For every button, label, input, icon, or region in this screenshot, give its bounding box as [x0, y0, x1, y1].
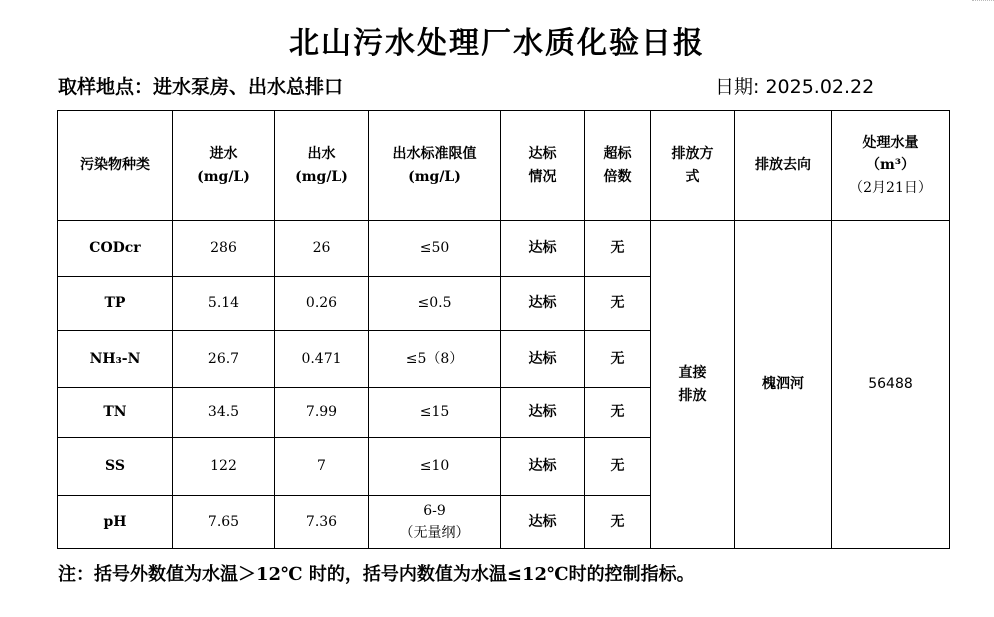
- compliance-status: 达标: [501, 496, 585, 549]
- treated-volume: 56488: [832, 221, 950, 549]
- report-title: 北山污水处理厂水质化验日报: [289, 26, 705, 61]
- header-method: [651, 111, 735, 221]
- standard-limit: ≤0.5: [369, 277, 501, 331]
- standard-limit: ≤10: [369, 438, 501, 496]
- water-quality-table: [57, 110, 950, 549]
- header-method-line1: 排放方: [671, 146, 714, 163]
- header-influent: [173, 111, 275, 221]
- effluent-value: 7.36: [275, 496, 369, 549]
- compliance-status: 达标: [501, 438, 585, 496]
- header-standard: [369, 111, 501, 221]
- header-influent-label: 进水: [209, 146, 238, 163]
- header-exceed: [585, 111, 651, 221]
- table-row: [58, 221, 950, 277]
- exceed-multiple: 无: [585, 438, 651, 496]
- header-row: [58, 111, 950, 221]
- compliance-status: 达标: [501, 277, 585, 331]
- header-effluent: [275, 111, 369, 221]
- corner-mark: [972, 0, 994, 5]
- pollutant-name: NH₃-N: [58, 331, 173, 388]
- header-effluent-unit: (mg/L): [295, 168, 348, 185]
- influent-value: 286: [173, 221, 275, 277]
- header-volume-unit: （m³）: [866, 157, 915, 174]
- standard-limit: ≤50: [369, 221, 501, 277]
- effluent-value: 7.99: [275, 388, 369, 438]
- header-exceed-line1: 超标: [603, 146, 632, 163]
- standard-limit: ≤5（8）: [369, 331, 501, 388]
- effluent-value: 0.26: [275, 277, 369, 331]
- pollutant-name: SS: [58, 438, 173, 496]
- influent-value: 122: [173, 438, 275, 496]
- standard-unit-note: （无量纲）: [399, 525, 470, 541]
- exceed-multiple: 无: [585, 496, 651, 549]
- pollutant-name: CODcr: [58, 221, 173, 277]
- compliance-status: 达标: [501, 221, 585, 277]
- compliance-status: 达标: [501, 331, 585, 388]
- standard-limit: ≤15: [369, 388, 501, 438]
- exceed-multiple: 无: [585, 388, 651, 438]
- header-compliance-line1: 达标: [528, 146, 557, 163]
- header-pollutant-label: 污染物种类: [80, 157, 150, 174]
- header-effluent-label: 出水: [307, 146, 336, 163]
- header-influent-unit: (mg/L): [197, 168, 250, 185]
- pollutant-name: TP: [58, 277, 173, 331]
- header-method-line2: 式: [685, 168, 700, 185]
- influent-value: 26.7: [173, 331, 275, 388]
- discharge-destination: 槐泗河: [735, 221, 832, 549]
- influent-value: 7.65: [173, 496, 275, 549]
- pollutant-name: TN: [58, 388, 173, 438]
- exceed-multiple: 无: [585, 221, 651, 277]
- exceed-multiple: 无: [585, 331, 651, 388]
- header-volume-label: 处理水量: [862, 134, 919, 151]
- effluent-value: 0.471: [275, 331, 369, 388]
- sampling-location: 取样地点：进水泵房、出水总排口: [58, 76, 344, 98]
- standard-range: 6-9: [423, 502, 446, 519]
- header-destination-label: 排放去向: [755, 157, 811, 174]
- discharge-method-line1: 直接: [678, 365, 707, 382]
- header-volume-date: （2月21日）: [849, 179, 932, 196]
- compliance-status: 达标: [501, 388, 585, 438]
- header-pollutant: [58, 111, 173, 221]
- footnote: 注：括号外数值为水温＞12℃ 时的，括号内数值为水温≤12℃时的控制指标。: [58, 564, 695, 585]
- header-compliance-line2: 情况: [528, 168, 557, 185]
- effluent-value: 7: [275, 438, 369, 496]
- discharge-method: [651, 221, 735, 549]
- discharge-method-line2: 排放: [678, 387, 707, 404]
- header-destination: [735, 111, 832, 221]
- exceed-multiple: 无: [585, 277, 651, 331]
- header-compliance: [501, 111, 585, 221]
- pollutant-name: pH: [58, 496, 173, 549]
- header-standard-label: 出水标准限值: [392, 146, 477, 163]
- influent-value: 34.5: [173, 388, 275, 438]
- standard-limit: [369, 496, 501, 549]
- header-standard-unit: (mg/L): [408, 168, 461, 185]
- header-volume: [832, 111, 950, 221]
- report-date: 日期: 2025.02.22: [715, 76, 875, 98]
- effluent-value: 26: [275, 221, 369, 277]
- header-exceed-line2: 倍数: [603, 168, 632, 185]
- influent-value: 5.14: [173, 277, 275, 331]
